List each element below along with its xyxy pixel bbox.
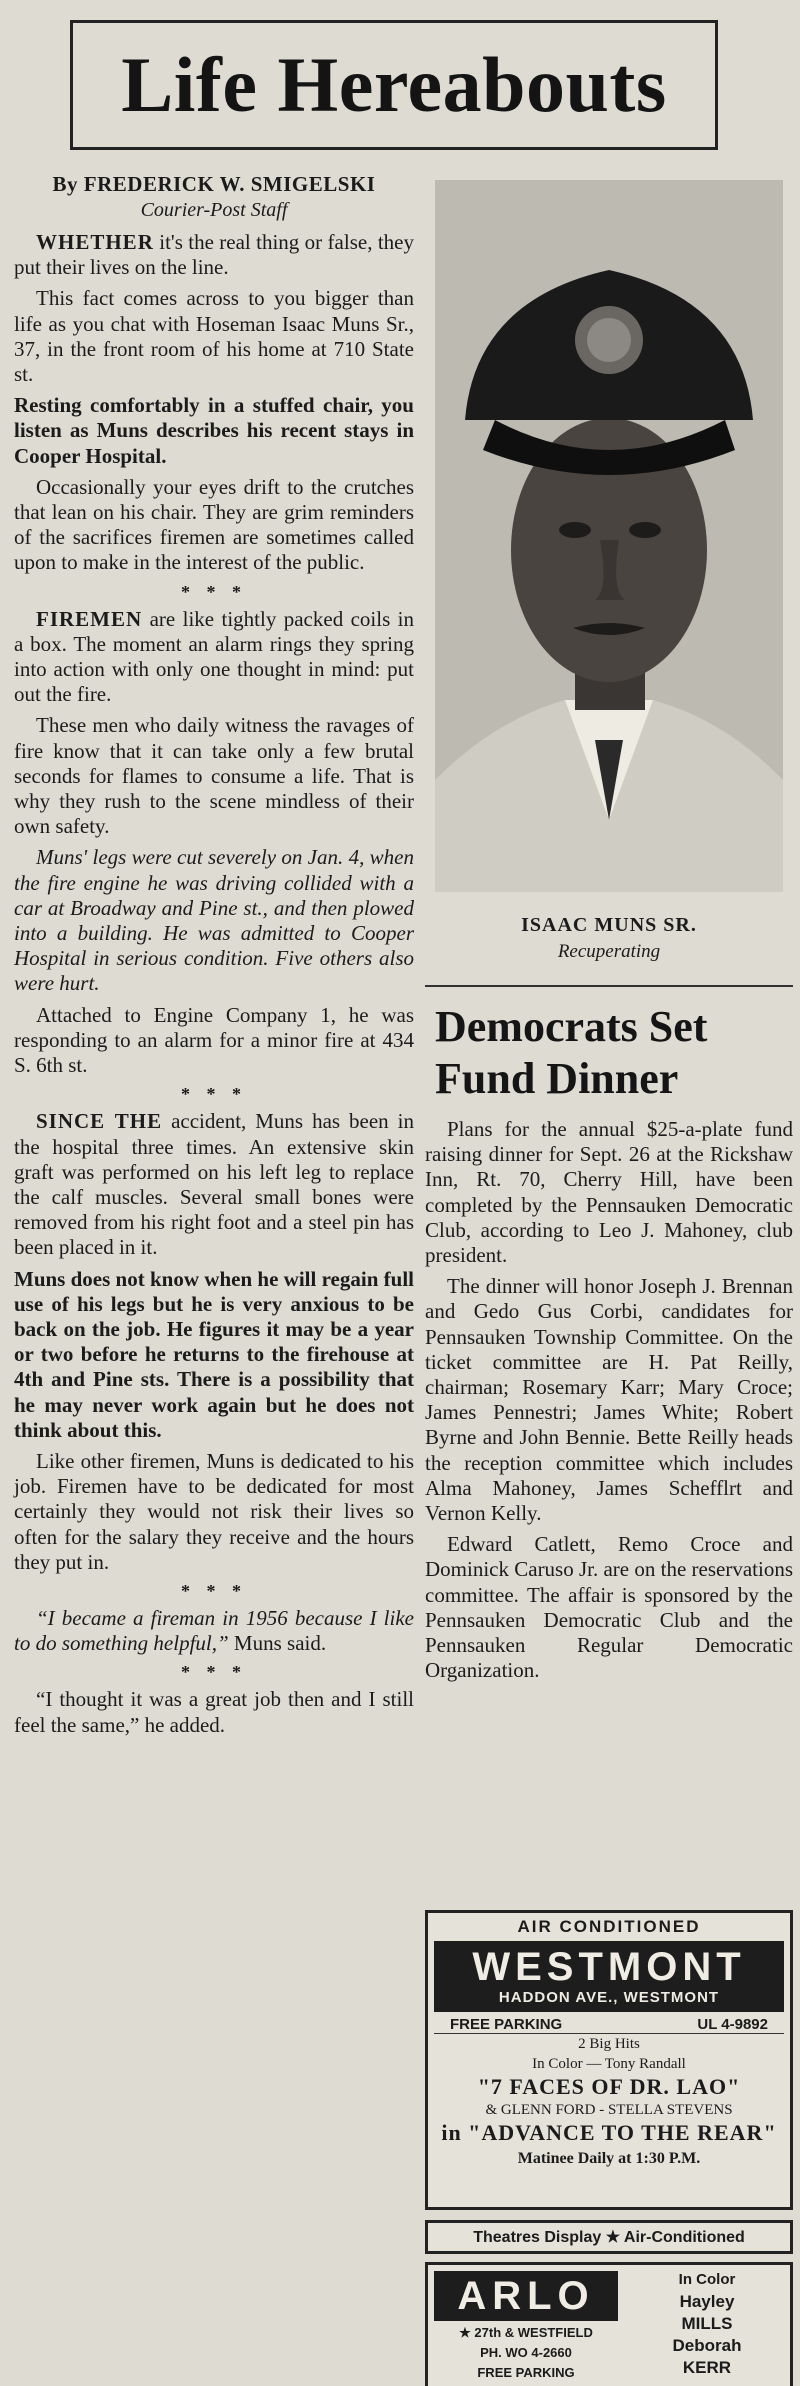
paragraph-text: it's the real thing or false, they put their lives on the line. <box>14 230 414 280</box>
arlo-theatre-ad <box>425 2262 793 2386</box>
arlo-right <box>624 2265 790 2386</box>
section-divider-stars: * * * <box>181 1084 247 1105</box>
quote-text: “I became a fireman in 1956 because I like to do something helpful,” <box>14 1605 414 1656</box>
article-paragraph: Occasionally your eyes drift to the crutches that lean on his chair. They are grim reminders of the sacrifices firemen are sometimes called upon to make in the interest of the public. <box>14 474 414 575</box>
ad-color-line: In Color — Tony Randall <box>532 2056 686 2072</box>
ad-parking-row <box>434 2012 784 2034</box>
portrait-photo <box>435 180 783 892</box>
ad-parking: FREE PARKING <box>450 2016 563 2033</box>
paragraph-text: are like tightly packed coils in a box. The moment an alarm rings they spring into action with only one thought in mind: put out the fire. <box>14 606 414 707</box>
article-paragraph: Attached to Engine Company 1, he was responding to an alarm for a minor fire at 434 S. 6th st. <box>14 1002 414 1078</box>
arlo-line: Hayley <box>679 2292 735 2311</box>
theatres-display-banner: Theatres Display ★ Air-Conditioned <box>425 2220 793 2254</box>
article-paragraph <box>14 230 414 280</box>
arlo-name: ARLO <box>434 2271 618 2321</box>
section-divider-stars: * * * <box>181 581 247 602</box>
right-column <box>425 180 793 1689</box>
paragraph-text: accident, Muns has been in the hospital three times. An extensive skin graft was performed on his left leg to replace the calf muscles. Several small bones were removed from his right foot and a steel pin has been placed in it. <box>14 1109 414 1260</box>
ad-matinee: Matinee Daily at 1:30 P.M. <box>517 2150 701 2167</box>
article-paragraph-italic: Muns' legs were cut severely on Jan. 4, when the fire engine he was driving collided with a car at Broadway and Pine st., and then plowed into a building. He was admitted to Cooper Hospital in serious condition. Five others also were hurt. <box>14 845 414 996</box>
portrait-illustration <box>435 180 783 892</box>
photo-caption-name: ISAAC MUNS SR. <box>521 914 697 936</box>
column-headline: Life Hereabouts <box>70 20 718 150</box>
photo-caption-note: Recuperating <box>557 941 661 962</box>
divider-rule <box>425 985 793 987</box>
arlo-address: ★ 27th & WESTFIELD <box>459 2325 593 2340</box>
section-divider-stars: * * * <box>181 1580 247 1601</box>
ad-air-conditioned: AIR CONDITIONED <box>517 1917 701 1936</box>
article-paragraph-bold: Muns does not know when he will regain full use of his legs but he is very anxious to be back on the job. He figures it may be a year or two before he returns to the firehouse at 4th and Pine sts. There is a possibility that he may never work again but he does not think about this. <box>14 1266 414 1442</box>
theatre-address: HADDON AVE., WESTMONT <box>498 1989 720 2006</box>
ad-feature-1: "7 FACES OF DR. LAO" <box>477 2074 741 2099</box>
article-paragraph: Like other firemen, Muns is dedicated to his job. Firemen have to be dedicated for most certainly they would not risk their lives so often for the salary they receive and the hours they put in. <box>14 1448 414 1574</box>
arlo-line: In Color <box>678 2271 736 2288</box>
democrats-headline <box>435 1001 793 1105</box>
article-paragraph <box>14 607 414 708</box>
section-divider-stars: * * * <box>181 1662 247 1683</box>
ad-phone: UL 4-9892 <box>697 2016 768 2033</box>
ad-name-band <box>434 1941 784 2012</box>
byline-staff: Courier-Post Staff <box>140 199 288 221</box>
theatre-name: WESTMONT <box>472 1945 746 1989</box>
article-paragraph <box>14 1109 414 1260</box>
arlo-phone: PH. WO 4-2660 <box>480 2345 572 2360</box>
ad-hits: 2 Big Hits <box>578 2036 640 2052</box>
arlo-parking: FREE PARKING <box>477 2365 575 2380</box>
lead-word: FIREMEN <box>36 606 143 631</box>
article-paragraph: “I thought it was a great job then and I still feel the same,” he added. <box>14 1687 414 1737</box>
democrats-paragraph: The dinner will honor Joseph J. Brennan and Gedo Gus Corbi, candidates for Pennsauken Township Committee. On the ticket committee are H. Pat Reilly, chairman; Rosemary Karr; Mary Croce; James Pennestri; James White; Robert Byrne and John Bennie. Bette Reilly heads the reception committee which includes Alma Mahoney, James Schefflrt and Vernon Kelly. <box>425 1274 793 1526</box>
democrats-paragraph: Edward Catlett, Remo Croce and Dominick Caruso Jr. are on the reservations committee. The affair is sponsored by the Pennsauken Democratic Club and the Pennsauken Regular Democratic Organization. <box>425 1532 793 1683</box>
arlo-line: Deborah <box>672 2336 742 2355</box>
article-paragraph: This fact comes across to you bigger than life as you chat with Hoseman Isaac Muns Sr., 37, in the front room of his home at 710 State st. <box>14 286 414 387</box>
ad-feature-2: in "ADVANCE TO THE REAR" <box>441 2120 777 2145</box>
article-paragraph: These men who daily witness the ravages of fire know that it can take only a few brutal seconds for flames to consume a life. That is why they rush to the scene mindless of their own safety. <box>14 713 414 839</box>
arlo-line: KERR <box>682 2358 732 2377</box>
ad-cast-2: & GLENN FORD - STELLA STEVENS <box>485 2102 733 2118</box>
democrats-headline-line: Fund Dinner <box>435 1054 679 1103</box>
arlo-line: MILLS <box>681 2314 733 2333</box>
lead-word: WHETHER <box>36 230 154 254</box>
byline: By FREDERICK W. SMIGELSKI <box>52 172 376 196</box>
article-column <box>14 162 414 1744</box>
westmont-theatre-ad <box>425 1910 793 2210</box>
article-paragraph <box>14 1606 414 1656</box>
arlo-left <box>428 2265 624 2386</box>
lead-word: SINCE THE <box>36 1109 163 1134</box>
article-paragraph-bold: Resting comfortably in a stuffed chair, you listen as Muns describes his recent stays in Cooper Hospital. <box>14 393 414 468</box>
democrats-paragraph: Plans for the annual $25-a-plate fund raising dinner for Sept. 26 at the Rickshaw Inn, Rt. 70, Cherry Hill, have been completed by the Pennsauken Democratic Club, according to Leo J. Mahoney, club president. <box>425 1117 793 1268</box>
paragraph-text: Muns said. <box>228 1631 327 1656</box>
democrats-headline-line: Democrats Set <box>435 1002 708 1051</box>
